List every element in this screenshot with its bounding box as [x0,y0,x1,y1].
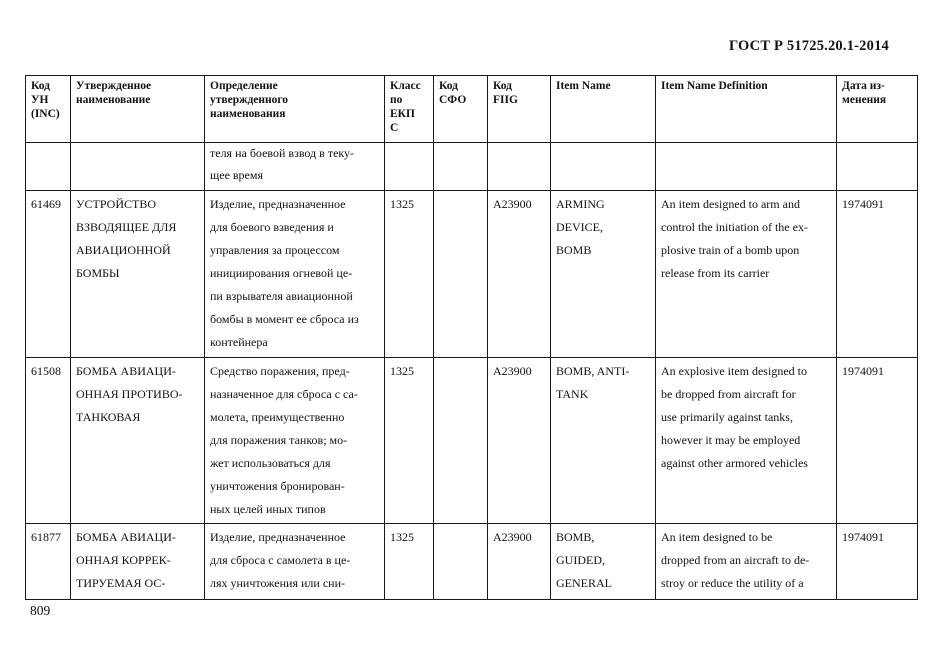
column-header-definition: Определение утвержденного наименования [205,76,385,143]
cell-fiig: A23900 [488,191,551,358]
cell-inc: 61469 [26,191,71,358]
page-number: 809 [30,603,51,618]
cell-inc: 61508 [26,358,71,524]
cell-date: 1974091 [837,358,918,524]
cell-date: 1974091 [837,524,918,600]
cell-sfo [434,358,488,524]
cell-fiig [488,143,551,191]
cell-item-definition: An item designed to arm and control the initiation of the ex- plosive train of a bomb upon release from its carrier [656,191,837,358]
cell-definition: Изделие, предназначенное для сброса с самолета в це- лях уничтожения или сни- [205,524,385,600]
cell-name [71,143,205,191]
cell-date: 1974091 [837,191,918,358]
cell-definition: теля на боевой взвод в теку- щее время [205,143,385,191]
cell-fiig: A23900 [488,524,551,600]
cell-class: 1325 [385,191,434,358]
cell-inc: 61877 [26,524,71,600]
cell-class [385,143,434,191]
column-header-item-name-definition: Item Name Definition [656,76,837,143]
column-header-change-date: Дата из- менения [837,76,918,143]
cell-class: 1325 [385,524,434,600]
column-header-inc: Код УН (INC) [26,76,71,143]
cell-item-name: ARMING DEVICE, BOMB [551,191,656,358]
cell-item-name: BOMB, ANTI- TANK [551,358,656,524]
column-header-class: Класс по ЕКП С [385,76,434,143]
column-header-approved-name: Утвержденное наименование [71,76,205,143]
cell-sfo [434,191,488,358]
cell-date [837,143,918,191]
cell-fiig: A23900 [488,358,551,524]
cell-item-definition [656,143,837,191]
table-header-row [26,76,918,143]
cell-name: УСТРОЙСТВО ВЗВОДЯЩЕЕ ДЛЯ АВИАЦИОННОЙ БОМБЫ [71,191,205,358]
cell-inc [26,143,71,191]
cell-sfo [434,143,488,191]
cell-item-name [551,143,656,191]
cell-definition: Изделие, предназначенное для боевого взведения и управления за процессом инициирования огневой це- пи взрывателя авиационной бомбы в момент ее сброса из контейнера [205,191,385,358]
cell-item-definition: An item designed to be dropped from an aircraft to de- stroy or reduce the utility of a [656,524,837,600]
table-row-continuation [26,143,918,191]
cell-name: БОМБА АВИАЦИ- ОННАЯ КОРРЕК- ТИРУЕМАЯ ОС- [71,524,205,600]
table-row [26,524,918,600]
table-row [26,358,918,524]
cell-class: 1325 [385,358,434,524]
cell-item-name: BOMB, GUIDED, GENERAL [551,524,656,600]
column-header-sfo: Код СФО [434,76,488,143]
column-header-item-name: Item Name [551,76,656,143]
cell-sfo [434,524,488,600]
column-header-fiig: Код FIIG [488,76,551,143]
cell-item-definition: An explosive item designed to be dropped from aircraft for use primarily against tanks, however it may be employed against other armored vehicles [656,358,837,524]
nomenclature-table [25,75,918,600]
cell-name: БОМБА АВИАЦИ- ОННАЯ ПРОТИВО- ТАНКОВАЯ [71,358,205,524]
document-standard-code: ГОСТ Р 51725.20.1-2014 [728,38,889,54]
cell-definition: Средство поражения, пред- назначенное для сброса с са- молета, преимущественно для поражения танков; мо- жет использоваться для уничтожения бронирован- ных целей иных типов [205,358,385,524]
table-row [26,191,918,358]
